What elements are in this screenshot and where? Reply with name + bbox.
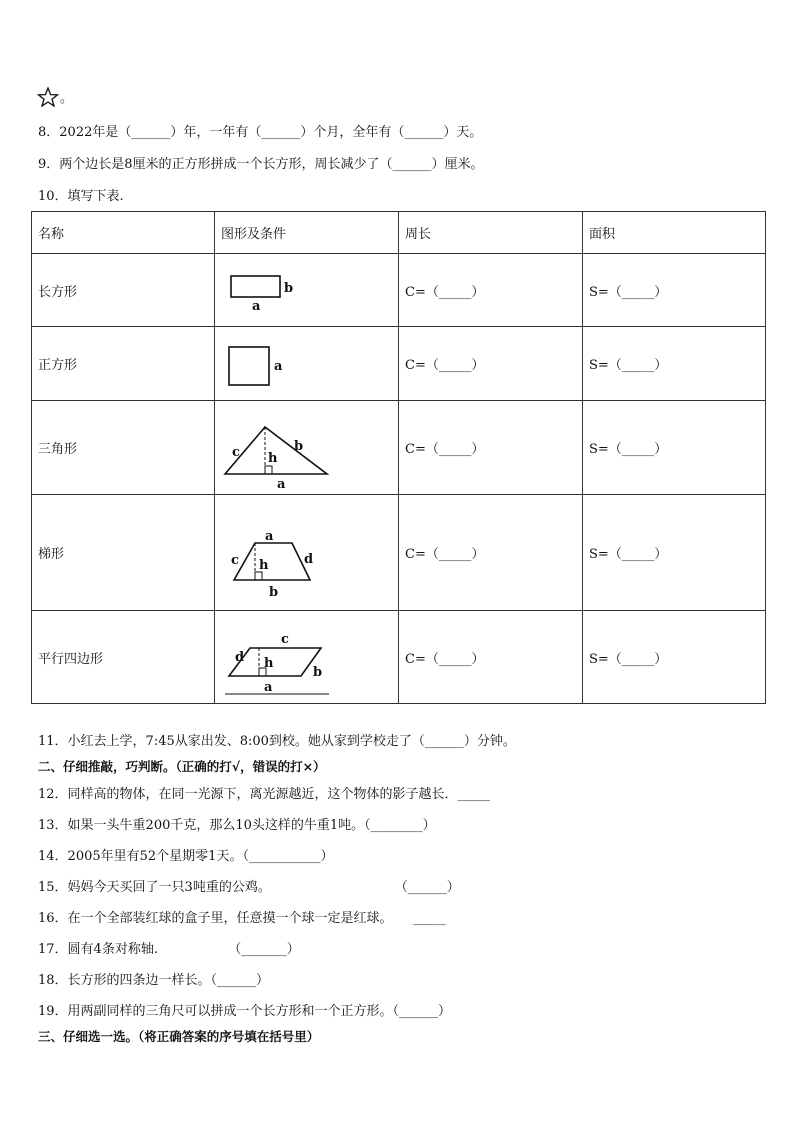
question-11: 11．小红去上学，7:45从家出发、8:00到校。她从家到学校走了（______）分钟。 xyxy=(38,734,516,749)
header-figure: 图形及条件 xyxy=(215,212,399,254)
label-c: c xyxy=(231,553,239,568)
question-10: 10．填写下表. xyxy=(38,189,124,204)
label-b: b xyxy=(294,439,304,454)
shape-name: 三角形 xyxy=(32,401,215,495)
perimeter-cell: C=（_____） xyxy=(399,611,583,704)
section-2-heading: 二、仔细推敲，巧判断。（正确的打√，错误的打×） xyxy=(38,759,326,774)
section-3-heading: 三、仔细选一选。（将正确答案的序号填在括号里） xyxy=(38,1029,320,1044)
area-cell: S=（_____） xyxy=(583,401,766,495)
label-h: h xyxy=(264,656,274,671)
question-15: 15．妈妈今天买回了一只3吨重的公鸡。 （______） xyxy=(38,880,460,895)
star-icon xyxy=(37,87,59,107)
triangle-figure xyxy=(221,401,391,494)
label-a: a xyxy=(274,359,283,374)
area-cell: S=（_____） xyxy=(583,611,766,704)
label-b: b xyxy=(284,281,294,296)
square-figure xyxy=(221,327,391,400)
label-d: d xyxy=(304,552,314,567)
question-14: 14．2005年里有52个星期零1天。（___________） xyxy=(38,849,334,864)
question-18: 18．长方形的四条边一样长。（______） xyxy=(38,973,270,988)
shape-name: 梯形 xyxy=(32,495,215,611)
label-b: b xyxy=(269,585,279,600)
header-area: 面积 xyxy=(583,212,766,254)
table-row-rectangle xyxy=(32,254,766,327)
table-row-triangle xyxy=(32,401,766,495)
label-c: c xyxy=(281,632,289,647)
shape-figure xyxy=(215,495,399,611)
question-9: 9．两个边长是8厘米的正方形拼成一个长方形，周长减少了（______）厘米。 xyxy=(38,157,484,172)
label-h: h xyxy=(259,558,269,573)
shape-name: 平行四边形 xyxy=(32,611,215,704)
table-row-square xyxy=(32,327,766,401)
label-c: c xyxy=(232,445,240,460)
label-a: a xyxy=(252,299,261,314)
area-cell: S=（_____） xyxy=(583,327,766,401)
question-13: 13．如果一头牛重200千克，那么10头这样的牛重1吨。（________） xyxy=(38,818,436,833)
header-name: 名称 xyxy=(32,212,215,254)
label-h: h xyxy=(268,451,278,466)
label-a: a xyxy=(265,529,274,544)
question-8: 8．2022年是（______）年，一年有（______）个月，全年有（______）天。 xyxy=(38,125,483,140)
area-cell: S=（_____） xyxy=(583,254,766,327)
question-16: 16．在一个全部装红球的盒子里，任意摸一个球一定是红球。 _____ xyxy=(38,911,446,926)
perimeter-cell: C=（_____） xyxy=(399,495,583,611)
perimeter-cell: C=（_____） xyxy=(399,401,583,495)
label-b: b xyxy=(313,665,323,680)
table-header-row xyxy=(32,212,766,254)
table-row-parallelogram xyxy=(32,611,766,704)
label-a: a xyxy=(277,477,286,492)
shape-name: 正方形 xyxy=(32,327,215,401)
question-19: 19．用两副同样的三角尺可以拼成一个长方形和一个正方形。（______） xyxy=(38,1004,452,1019)
rectangle-figure xyxy=(221,254,391,326)
table-row-trapezoid xyxy=(32,495,766,611)
area-cell: S=（_____） xyxy=(583,495,766,611)
header-perimeter: 周长 xyxy=(399,212,583,254)
shape-table xyxy=(31,211,766,704)
parallelogram-figure xyxy=(221,611,391,703)
label-a: a xyxy=(264,680,273,695)
shape-figure xyxy=(215,611,399,704)
question-17: 17．圆有4条对称轴. （_______） xyxy=(38,942,300,957)
perimeter-cell: C=（_____） xyxy=(399,327,583,401)
shape-figure xyxy=(215,254,399,327)
trapezoid-figure xyxy=(221,495,391,610)
question-12: 12．同样高的物体，在同一光源下，离光源越近，这个物体的影子越长．_____ xyxy=(38,787,491,802)
perimeter-cell: C=（_____） xyxy=(399,254,583,327)
shape-figure xyxy=(215,401,399,495)
shape-name: 长方形 xyxy=(32,254,215,327)
shape-figure xyxy=(215,327,399,401)
label-d: d xyxy=(235,650,245,665)
star-period: 。 xyxy=(60,91,74,106)
